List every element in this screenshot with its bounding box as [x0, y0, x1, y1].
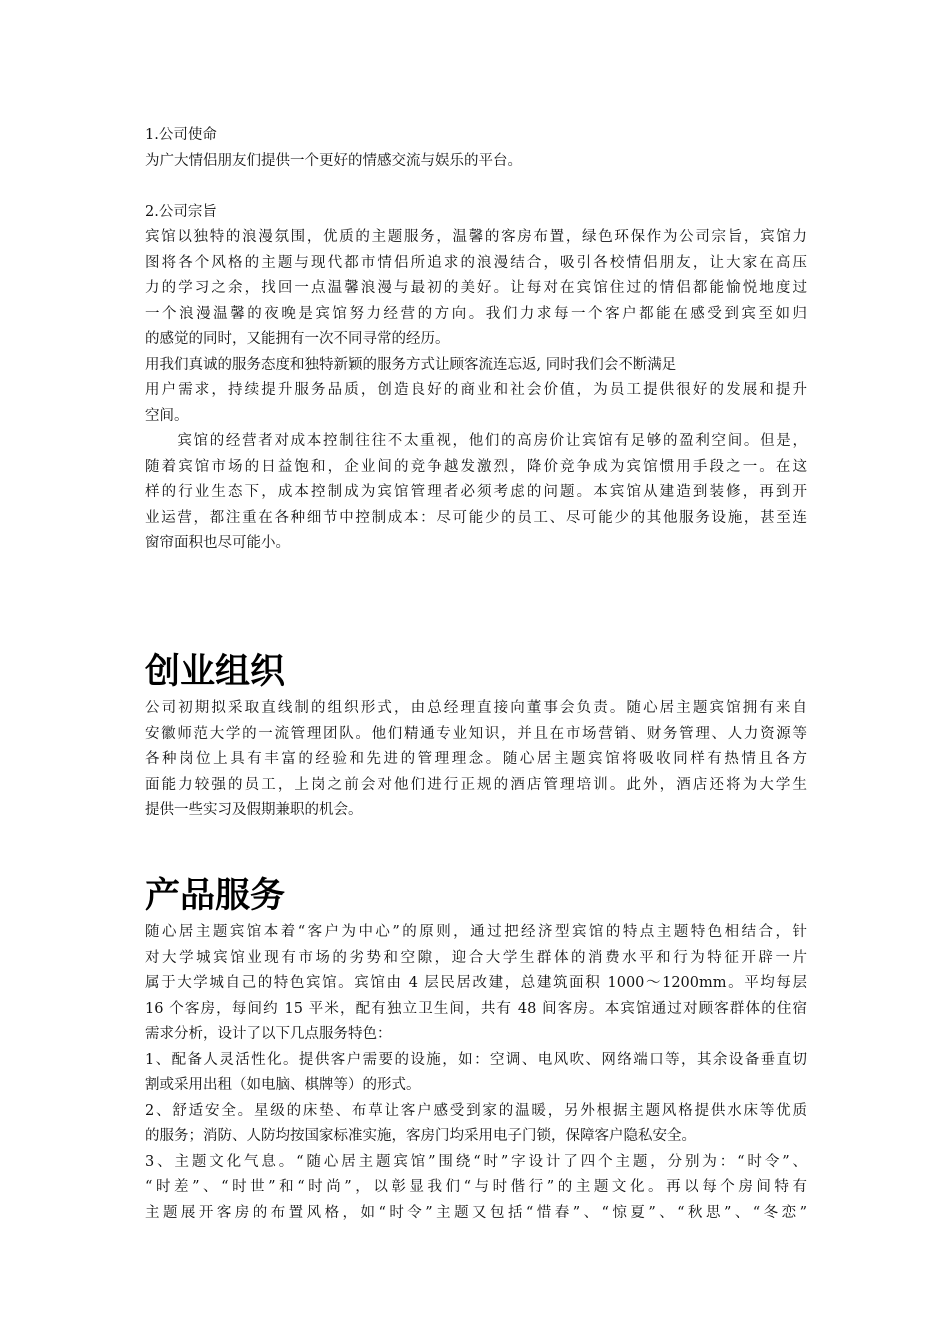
paragraph-line: 随着宾馆市场的日益饱和，企业间的竞争越发激烈，降价竞争成为宾馆惯用手段之一。在这	[145, 458, 807, 475]
paragraph-line: 2、舒适安全。星级的床垫、布草让客户感受到家的温暖，另外根据主题风格提供水床等优质	[145, 1102, 807, 1119]
paragraph-line: 16 个客房，每间约 15 平米，配有独立卫生间，共有 48 间客房。本宾馆通过对顾客群体的住宿	[145, 1000, 807, 1017]
paragraph-line: 割或采用出租（如电脑、棋牌等）的形式。	[145, 1077, 421, 1093]
service-heading: 产品服务	[145, 876, 286, 916]
mission-title: 1.公司使命	[145, 127, 217, 143]
paragraph-line: 图将各个风格的主题与现代都市情侣所追求的浪漫结合，吸引各校情侣朋友，让大家在高压	[145, 254, 807, 271]
paragraph-line: 一个浪漫温馨的夜晚是宾馆努力经营的方向。我们力求每一个客户都能在感受到宾至如归	[145, 305, 807, 322]
paragraph-line: 空间。	[145, 407, 189, 424]
paragraph-line: 样的行业生态下，成本控制成为宾馆管理者必须考虑的问题。本宾馆从建造到装修，再到开	[145, 484, 807, 500]
paragraph-line: 用户需求，持续提升服务品质，创造良好的商业和社会价值，为员工提供很好的发展和提升	[145, 382, 807, 398]
paragraph-line: 宾馆以独特的浪漫氛围，优质的主题服务，温馨的客房布置，绿色环保作为公司宗旨，宾馆力	[145, 229, 807, 245]
paragraph-line: 对大学城宾馆业现有市场的劣势和空隙，迎合大学生群体的消费水平和行为特征开辟一片	[145, 949, 807, 966]
service-section	[145, 920, 807, 1226]
paragraph-line: “时差”、“时世”和“时尚”，以彰显我们“与时偕行”的主题文化。再以每个房间特有	[145, 1179, 807, 1195]
paragraph-line: 随心居主题宾馆本着“客户为中心”的原则，通过把经济型宾馆的特点主题特色相结合，针	[145, 924, 807, 940]
org-heading: 创业组织	[145, 652, 286, 692]
service-body	[145, 920, 807, 1226]
mission-section	[145, 123, 807, 557]
paragraph-line: 面能力较强的员工，上岗之前会对他们进行正规的酒店管理培训。此外，酒店还将为大学生	[145, 776, 807, 793]
paragraph-line: 属于大学城自己的特色宾馆。宾馆由 4 层民居改建，总建筑面积 1000～1200mm。平均每层	[145, 975, 807, 991]
paragraph-line: 的服务；消防、人防均按国家标准实施，客房门均采用电子门锁，保障客户隐私安全。	[145, 1128, 696, 1144]
mission-text: 为广大情侣朋友们提供一个更好的情感交流与娱乐的平台。	[145, 152, 522, 169]
paragraph-line: 3、主题文化气息。“随心居主题宾馆”围绕“时”字设计了四个主题，分别为：“时令”、	[145, 1153, 807, 1170]
purpose-body	[145, 225, 807, 557]
paragraph-line: 1、配备人灵活性化。提供客户需要的设施，如：空调、电风吹、网络端口等，其余设备垂直切	[145, 1051, 807, 1068]
paragraph-line: 用我们真诚的服务态度和独特新颖的服务方式让顾客流连忘返, 同时我们会不断满足	[145, 356, 677, 373]
paragraph-line: 窗帘面积也尽可能小。	[145, 535, 290, 551]
paragraph-line: 力的学习之余，找回一点温馨浪漫与最初的美好。让每对在宾馆住过的情侣都能愉悦地度过	[145, 280, 807, 296]
org-section	[145, 696, 807, 824]
paragraph-line: 宾馆的经营者对成本控制往往不太重视，他们的高房价让宾馆有足够的盈利空间。但是，	[145, 433, 807, 449]
paragraph-line: 公司初期拟采取直线制的组织形式，由总经理直接向董事会负责。随心居主题宾馆拥有来自	[145, 700, 807, 716]
purpose-title: 2.公司宗旨	[145, 203, 217, 220]
paragraph-line: 主题展开客房的布置风格，如“时令”主题又包括“惜春”、“惊夏”、“秋思”、“冬恋”	[145, 1204, 807, 1221]
paragraph-line: 需求分析，设计了以下几点服务特色：	[145, 1026, 392, 1042]
paragraph-line: 业运营，都注重在各种细节中控制成本：尽可能少的员工、尽可能少的其他服务设施，甚至连	[145, 509, 807, 526]
org-body	[145, 696, 807, 824]
paragraph-line: 提供一些实习及假期兼职的机会。	[145, 802, 363, 818]
paragraph-line: 的感觉的同时，又能拥有一次不同寻常的经历。	[145, 331, 450, 347]
paragraph-line: 安徽师范大学的一流管理团队。他们精通专业知识，并且在市场营销、财务管理、人力资源等	[145, 725, 807, 742]
paragraph-line: 各种岗位上具有丰富的经验和先进的管理理念。随心居主题宾馆将吸收同样有热情且各方	[145, 751, 807, 767]
spacer	[145, 174, 807, 200]
